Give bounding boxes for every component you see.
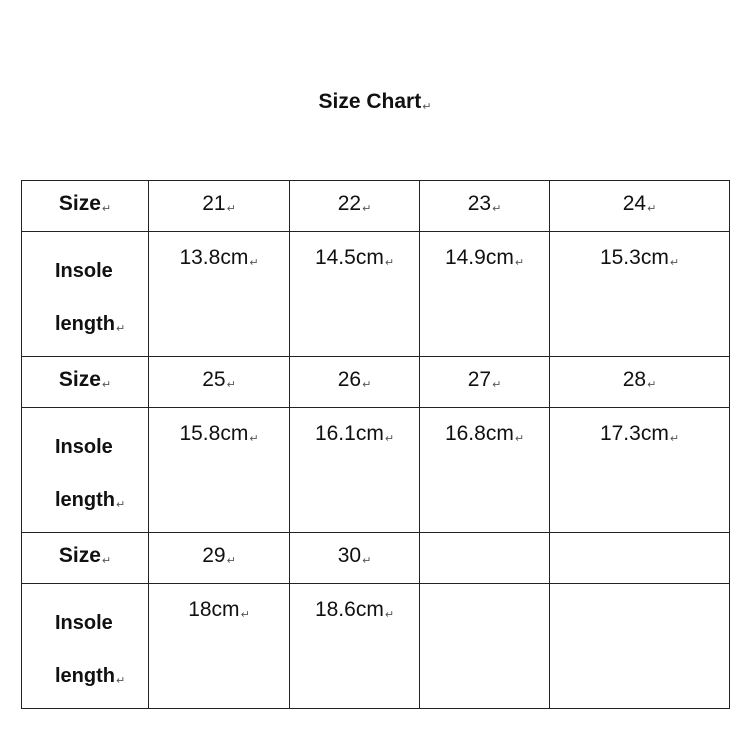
insole-length-value: 14.9cm bbox=[444, 246, 514, 269]
size-value-cell bbox=[550, 533, 730, 584]
paragraph-mark-icon: ↵ bbox=[492, 378, 502, 391]
size-header-label: Size bbox=[58, 543, 101, 567]
paragraph-mark-icon: ↵ bbox=[422, 101, 432, 113]
size-value: 26 bbox=[337, 367, 362, 391]
insole-length-value-cell bbox=[290, 232, 420, 357]
size-row bbox=[22, 181, 730, 232]
insole-length-value-cell bbox=[290, 584, 420, 709]
paragraph-mark-icon: ↵ bbox=[362, 554, 372, 567]
insole-length-header-cell bbox=[22, 408, 149, 533]
insole-header-line1: Insole bbox=[55, 612, 113, 634]
size-value-cell bbox=[149, 181, 290, 232]
paragraph-mark-icon: ↵ bbox=[116, 675, 126, 687]
paragraph-mark-icon: ↵ bbox=[116, 499, 126, 511]
insole-header-line2: length bbox=[55, 489, 115, 511]
insole-length-value: 16.8cm bbox=[444, 422, 514, 445]
size-value-cell bbox=[550, 181, 730, 232]
insole-length-value: 18.6cm bbox=[314, 598, 384, 621]
size-value: 27 bbox=[467, 367, 492, 391]
insole-length-header-cell bbox=[22, 232, 149, 357]
insole-length-value-cell bbox=[290, 408, 420, 533]
insole-length-value: 15.3cm bbox=[599, 246, 669, 269]
size-value-cell bbox=[420, 533, 550, 584]
size-value-cell bbox=[420, 181, 550, 232]
paragraph-mark-icon: ↵ bbox=[226, 202, 236, 215]
size-row bbox=[22, 533, 730, 584]
insole-length-value: 13.8cm bbox=[179, 246, 249, 269]
insole-length-row bbox=[22, 232, 730, 357]
size-value: 28 bbox=[622, 367, 647, 391]
insole-length-value-cell bbox=[149, 232, 290, 357]
insole-length-value: 14.5cm bbox=[314, 246, 384, 269]
size-value: 29 bbox=[202, 543, 226, 567]
insole-length-row bbox=[22, 408, 730, 533]
paragraph-mark-icon: ↵ bbox=[116, 323, 126, 335]
size-value-cell bbox=[149, 533, 290, 584]
size-value-cell bbox=[290, 181, 420, 232]
size-chart-table bbox=[21, 180, 730, 709]
paragraph-mark-icon: ↵ bbox=[514, 257, 525, 269]
size-value-cell bbox=[420, 357, 550, 408]
paragraph-mark-icon: ↵ bbox=[249, 433, 259, 445]
paragraph-mark-icon: ↵ bbox=[362, 378, 372, 391]
size-header-cell bbox=[22, 533, 149, 584]
insole-length-header-cell bbox=[22, 584, 149, 709]
size-chart-body bbox=[22, 181, 730, 709]
paragraph-mark-icon: ↵ bbox=[362, 202, 372, 215]
paragraph-mark-icon: ↵ bbox=[101, 202, 112, 215]
size-value-cell bbox=[149, 357, 290, 408]
insole-length-value-cell bbox=[149, 408, 290, 533]
paragraph-mark-icon: ↵ bbox=[384, 257, 395, 269]
size-value: 24 bbox=[622, 191, 647, 215]
insole-length-value-cell bbox=[420, 232, 550, 357]
insole-length-value: 18cm bbox=[188, 598, 240, 621]
insole-header-line2-wrap bbox=[55, 474, 148, 532]
insole-header-line2: length bbox=[55, 665, 115, 687]
paragraph-mark-icon: ↵ bbox=[226, 554, 236, 567]
insole-length-value-cell bbox=[420, 408, 550, 533]
paragraph-mark-icon: ↵ bbox=[384, 433, 395, 445]
insole-length-row bbox=[22, 584, 730, 709]
paragraph-mark-icon: ↵ bbox=[669, 257, 680, 269]
insole-length-value-cell bbox=[550, 232, 730, 357]
insole-length-value: 15.8cm bbox=[179, 422, 249, 445]
insole-length-value: 16.1cm bbox=[314, 422, 384, 445]
paragraph-mark-icon: ↵ bbox=[226, 378, 236, 391]
paragraph-mark-icon: ↵ bbox=[101, 378, 112, 391]
insole-header-line1: Insole bbox=[55, 260, 113, 282]
paragraph-mark-icon: ↵ bbox=[240, 609, 250, 621]
size-value-cell bbox=[290, 357, 420, 408]
insole-header-line1: Insole bbox=[55, 436, 113, 458]
insole-header-line2-wrap bbox=[55, 650, 148, 708]
size-value: 23 bbox=[467, 191, 492, 215]
insole-length-value-cell bbox=[149, 584, 290, 709]
insole-length-value-cell bbox=[420, 584, 550, 709]
size-header-label: Size bbox=[58, 191, 101, 215]
size-header-label: Size bbox=[58, 367, 101, 391]
paragraph-mark-icon: ↵ bbox=[647, 202, 657, 215]
paragraph-mark-icon: ↵ bbox=[249, 257, 259, 269]
size-value-cell bbox=[290, 533, 420, 584]
paragraph-mark-icon: ↵ bbox=[384, 609, 395, 621]
paragraph-mark-icon: ↵ bbox=[669, 433, 680, 445]
paragraph-mark-icon: ↵ bbox=[492, 202, 502, 215]
size-header-cell bbox=[22, 357, 149, 408]
insole-length-value-cell bbox=[550, 408, 730, 533]
paragraph-mark-icon: ↵ bbox=[647, 378, 657, 391]
size-row bbox=[22, 357, 730, 408]
title-text: Size Chart bbox=[318, 90, 422, 113]
insole-length-value-cell bbox=[550, 584, 730, 709]
size-value: 22 bbox=[337, 191, 362, 215]
size-value: 21 bbox=[202, 191, 226, 215]
insole-header-line2-wrap bbox=[55, 298, 148, 356]
insole-header-line2: length bbox=[55, 313, 115, 335]
paragraph-mark-icon: ↵ bbox=[101, 554, 112, 567]
size-value: 30 bbox=[337, 543, 362, 567]
insole-length-value: 17.3cm bbox=[599, 422, 669, 445]
size-header-cell bbox=[22, 181, 149, 232]
size-value: 25 bbox=[202, 367, 226, 391]
paragraph-mark-icon: ↵ bbox=[514, 433, 525, 445]
page-title bbox=[0, 88, 750, 121]
size-value-cell bbox=[550, 357, 730, 408]
